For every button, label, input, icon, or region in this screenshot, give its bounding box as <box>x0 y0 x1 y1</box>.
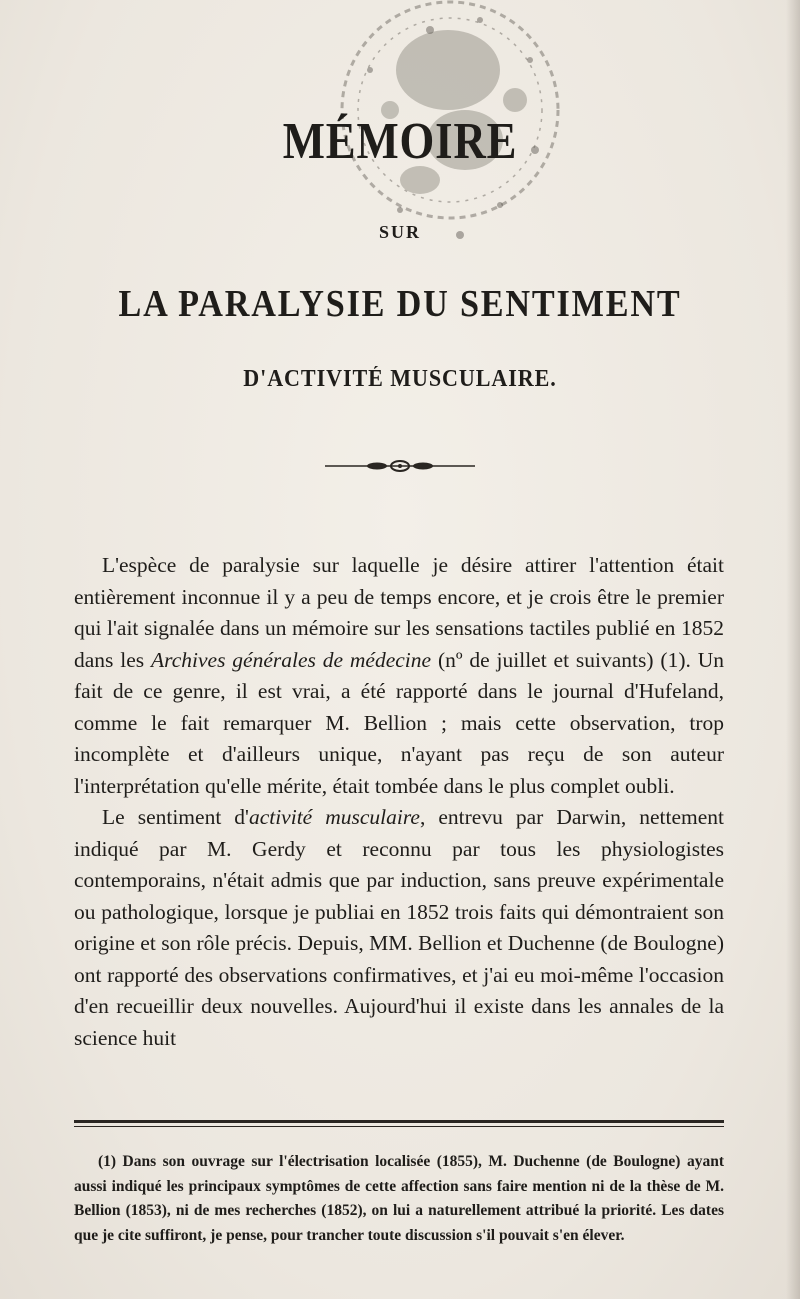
paragraph-2 <box>74 802 724 1054</box>
title-subject: LA PARALYSIE DU SENTIMENT <box>118 283 682 325</box>
title-subject-continued: D'ACTIVITÉ MUSCULAIRE. <box>243 366 557 392</box>
italic-term: activité musculaire <box>248 805 420 829</box>
paragraph-2-text-b: , entrevu par Darwin, nettement indiqué par M. Gerdy et reconnu par tous les physiologistes contemporains, n'était admis que par induction, sans preuve expérimentale ou pathologique, lorsque je publiai en 1852 trois faits qui démontraient son origine et son rôle précis. Depuis, MM. Bellion et Duchenne (de Boulogne) ont rapporté des observations confirmatives, et j'ai eu moi-même l'occasion d'en recueillir deux nouvelles. Aujourd'hui il existe dans les annales de la science huit <box>74 805 724 1050</box>
paragraph-2-text-a: Le sentiment d' <box>102 805 249 829</box>
footnote-rule <box>74 1120 724 1123</box>
footnote-rule-thin <box>74 1126 724 1127</box>
ornamental-divider-icon <box>325 456 475 476</box>
title-sur: SUR <box>378 222 421 242</box>
journal-title: Archives générales de médecine <box>151 647 432 672</box>
page-edge-shadow <box>786 0 800 1299</box>
title-main: MÉMOIRE <box>282 113 518 170</box>
footnote-text: (1) Dans son ouvrage sur l'électrisation localisée (1855), M. Duchenne (de Boulogne) ayant aussi indiqué les principaux symptômes de cette affection sans faire mention ni de la thèse de M. Bellion (1853), ni de mes recherches (1852), on lui a naturellement attribué la priorité. Les dates que je cite suffiront, je pense, pour trancher toute discussion s'il pouvait s'en élever. <box>74 1153 724 1244</box>
body-text <box>74 550 724 1054</box>
footnote <box>74 1150 724 1248</box>
paragraph-1-text-a: L'espèce de paralysie sur laquelle je désire attirer l'attention était entièrement inconnue il y a peu de temps encore, et je crois être le premier qui l'ait signalée dans un mémoire sur les sensations tactiles publié en 1852 dans les <box>74 553 724 672</box>
paragraph-1-text-b: (nº de juillet et suivants) (1). Un fait de ce genre, il est vrai, a été rapporté dans le journal d'Hufeland, comme le fait remarquer M. Bellion ; mais cette observation, trop incomplète et d'ailleurs unique, n'ayant pas reçu de son auteur l'interprétation qu'elle mérite, était tombée dans le plus complet oubli. <box>74 647 724 798</box>
paragraph-1 <box>74 550 724 802</box>
